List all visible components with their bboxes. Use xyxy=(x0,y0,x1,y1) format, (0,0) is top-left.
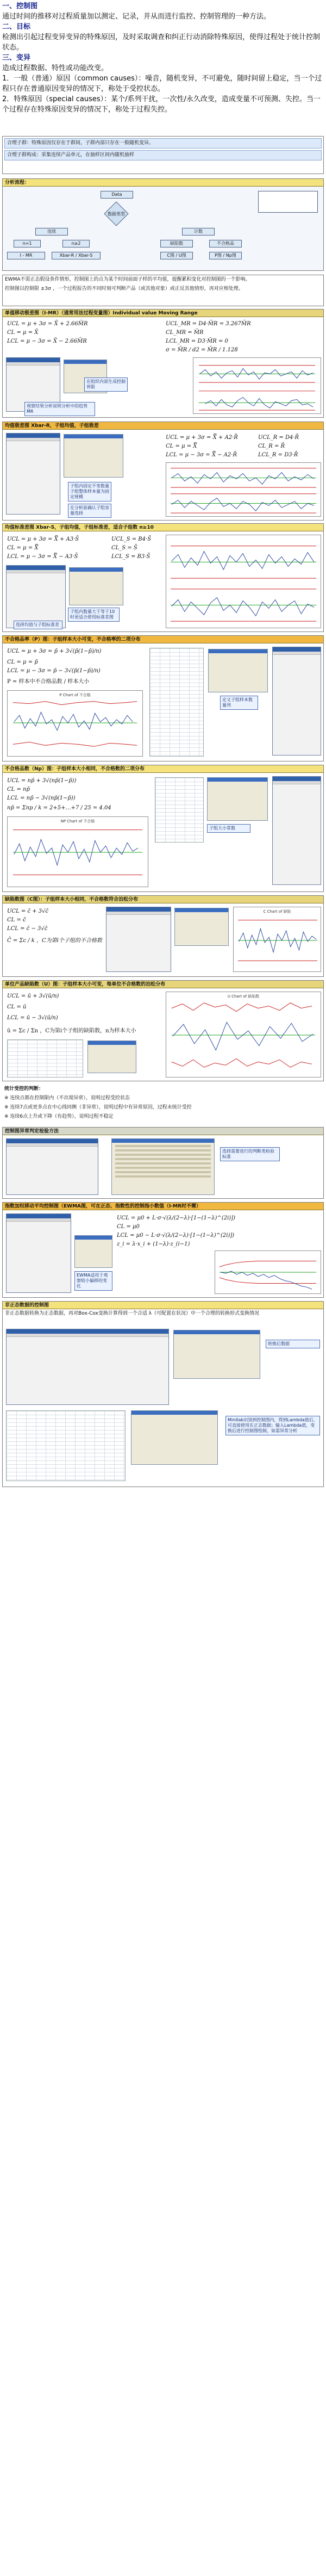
p-cl: CL = μ = p̄ xyxy=(7,659,38,665)
intro-paragraph-1: 通过时间的推移对过程质量加以测定、记录，并从而进行监控、控制管理的一种方法。 xyxy=(2,13,271,21)
xbars-lcl: LCL = μ − 3σ = X̿ − A3·S̄ xyxy=(7,554,78,560)
ewma-lcl: LCL = μ0 − L·σ·√(λ/(2−λ)·[1−(1−λ)^(2i)]) xyxy=(117,1233,235,1239)
np-lcl: LCL = np̄ − 3√(np̄(1−p̄)) xyxy=(7,795,76,801)
intro-paragraph-5: 2．特殊原因（special causes）：某个/系列干扰，一次性/永久改变，造成变量不可预测、失控。当一个过程存在特殊原因变异的情况下，称处于过程失控。 xyxy=(2,95,321,114)
boxcox-dialog xyxy=(173,1330,260,1379)
p-chart-caption: P Chart of 不合格 xyxy=(59,692,91,697)
c-dialog xyxy=(174,908,229,946)
u-mean: ū = Σc / Σn ，C为第i个子组的缺陷数，n为样本大小 xyxy=(7,1028,136,1034)
flow-pnp: P图 / Np图 xyxy=(209,252,242,259)
c-lcl: LCL = c̄ − 3√c̄ xyxy=(7,926,48,932)
ewma-title: 指数加权移动平均控制图（EWMA图，可在正态、指数性的控制指小数值（I-MR时不需） xyxy=(3,1203,323,1210)
u-chart-caption: U Chart of 缺陷数 xyxy=(227,994,260,999)
xbar-r-panel xyxy=(2,422,324,521)
p-dialog xyxy=(208,649,268,692)
np-chart-panel xyxy=(2,765,324,892)
r-ucl: UCL_R = D4·R̄ xyxy=(258,435,299,441)
non-normal-note: 非正态数据转换为正态数据，再对Box-Cox变换计算得到一个合适 λ（可配置在状况）中一个合理的转换形式变换情况 xyxy=(5,1311,260,1316)
s-ucl: UCL_S = B4·S̄ xyxy=(111,536,152,542)
xbar-s-callout-2: 选择均值与子组标准差 xyxy=(14,621,62,629)
p-ucl: UCL = μ + 3σ = p̄ + 3√(p̄(1−p̄)/n) xyxy=(7,648,102,654)
flow-n2: n≥2 xyxy=(62,240,90,247)
ewma-note-2: 控制图以控制限 ±3σ ，一个过程报告的不同时刻可判断产品（或其他对象）或正反其他情形，再对应相处理。 xyxy=(5,286,243,292)
u-chart-panel xyxy=(2,980,324,1081)
tests-panel xyxy=(2,1127,324,1199)
flow-xbar: Xbar-R / Xbar-S xyxy=(52,252,101,259)
np-ucl: UCL = np̄ + 3√(np̄(1−p̄)) xyxy=(7,778,77,784)
intro-paragraph-2: 检测出引起过程变异变异的特殊原因，及时采取调查和纠正行动消除特殊原因，使得过程处于统计控制状态。 xyxy=(2,33,321,52)
r-lcl: LCL_R = D3·R̄ xyxy=(258,452,298,458)
p-define: P = 样本中不合格品数 / 样本大小 xyxy=(7,679,90,685)
imr-panel xyxy=(2,309,324,418)
judgement-item-3: ※ 连续6点上升或下降（有趋势），说明过程不稳定 xyxy=(4,1114,114,1119)
c-mean: C̄ = Σc / k ，C为第i个子组的不合格数 xyxy=(7,938,102,944)
flow-attribute: 计数 xyxy=(182,228,215,236)
c-chart-panel xyxy=(2,895,324,977)
p-chart-title: 不合格品率（P）图：子组样本大小可变，不合格率的二项分布 xyxy=(3,636,323,643)
np-dialog xyxy=(207,777,268,821)
p-data-sheet xyxy=(149,648,204,757)
heading-variation: 三、变异 xyxy=(2,54,31,62)
tests-title: 控制图异常判定检验方法 xyxy=(3,1128,323,1135)
xbar-s-panel xyxy=(2,523,324,632)
s-lcl: LCL_S = B3·S̄ xyxy=(111,554,151,560)
xbar-lcl: LCL = μ − 3σ = X̿ − A2·R̄ xyxy=(166,452,237,458)
imr-cl-mr: CL_MR = M̄R xyxy=(166,330,204,336)
xbar-ucl: UCL = μ + 3σ = X̿ + A2·R̄ xyxy=(166,435,238,441)
ewma-cl: CL = μ0 xyxy=(117,1224,140,1230)
p-callout: 定义子组样本数量列 xyxy=(220,696,258,710)
xbar-r-callout-1: 子组内固定不变数量子组整体样本量为固定规模 xyxy=(68,482,111,501)
minitab-window-c xyxy=(106,907,171,972)
subgroup-notes xyxy=(2,136,324,174)
ewma-note xyxy=(2,275,324,306)
ewma-chart xyxy=(215,1250,321,1294)
note-subgroup: 合理子群：特殊原因仅存在于群间，子群内部只存在一般随机变异。 xyxy=(4,138,322,148)
c-ucl: UCL = c̄ + 3√c̄ xyxy=(7,908,49,914)
xbar-s-dialog xyxy=(69,567,123,605)
flow-data: Data xyxy=(101,191,133,199)
u-lcl: LCL = ū − 3√(ū/n) xyxy=(7,1015,58,1021)
flow-cu: C图 / U图 xyxy=(160,252,193,259)
np-data-sheet xyxy=(155,777,204,843)
minitab-window-p xyxy=(272,647,321,756)
imr-title: 单值移动极差图（I-MR）（通常用法过程变量图）Individual value Moving Range xyxy=(3,309,323,317)
minitab-window-tests xyxy=(6,1138,98,1195)
np-chart-title: 不合格品数（Np）图：子组样本大小相同，不合格数的二项分布 xyxy=(3,765,323,773)
stat-control-judgement xyxy=(2,1085,324,1124)
minitab-window-ewma xyxy=(6,1213,71,1293)
u-chart xyxy=(166,992,321,1078)
transform-dialog xyxy=(131,1410,218,1465)
boxcox-data-sheet xyxy=(6,1410,126,1481)
imr-sigma: σ = M̄R / d2 = M̄R / 1.128 xyxy=(166,347,238,353)
imr-lcl: LCL = μ − 3σ = X̄ − 2.66M̄R xyxy=(7,338,87,344)
ewma-note-1: EWMA不需正态假设条件情形，控制图上的点为某个时间前面子样的平均值，提醒累积变化对控制图的一个影响。 xyxy=(5,277,250,282)
u-data-sheet xyxy=(7,1039,83,1078)
boxcox-callout-2: Minitab识别到控制图内，得到Lambda值后，可直接使用在正态数据；输入Lambda值，变换后进行控制图绘制，如需异常分析 xyxy=(225,1416,320,1435)
ewma-panel xyxy=(2,1202,324,1298)
p-lcl: LCL = μ − 3σ = p̄ − 3√(p̄(1−p̄)/n) xyxy=(7,668,101,674)
imr-lcl-mr: LCL_MR = D3·M̄R = 0 xyxy=(166,338,228,344)
imr-cl: CL = μ = X̄ xyxy=(7,330,39,336)
ewma-z: z_i = λ·x_i + (1−λ)·z_(i−1) xyxy=(117,1241,190,1247)
u-ucl: UCL = ū + 3√(ū/n) xyxy=(7,993,59,999)
tests-dialog xyxy=(111,1138,215,1195)
c-cl: CL = c̄ xyxy=(7,917,26,923)
note-subgroup-build: 合理子群构成：采集连续产品单元，在抽样区间内随机抽样 xyxy=(4,150,322,160)
p-chart xyxy=(7,690,143,757)
xbar-r-chart xyxy=(166,462,321,517)
heading-target: 二、目标 xyxy=(2,23,31,31)
minitab-window-np xyxy=(272,776,321,885)
minitab-window-xbar-r xyxy=(6,433,60,515)
flow-defects: 缺陷数 xyxy=(160,240,193,247)
r-cl: CL_R = R̄ xyxy=(258,443,285,449)
tests-callout: 选择需要进行的判断类检验标准 xyxy=(220,1147,280,1161)
non-normal-title: 非正态数据的控制图 xyxy=(3,1302,323,1309)
u-chart-title: 单位产品缺陷数（U）图：子组样本大小可变，每单位不合格数的泊松分布 xyxy=(3,981,323,988)
imr-chart xyxy=(193,357,321,414)
np-chart-caption: NP Chart of 不合格 xyxy=(60,819,95,823)
imr-callout-2: 观察结果分析说明分析中的趋势 M̄R xyxy=(24,402,95,416)
xbar-cl: CL = μ = X̿ xyxy=(166,443,197,449)
flow-defectives: 不合格品 xyxy=(209,240,242,247)
ewma-dialog xyxy=(74,1235,112,1268)
flow-n1: n=1 xyxy=(14,240,41,247)
flow-legend xyxy=(258,191,318,213)
p-chart-panel xyxy=(2,635,324,761)
flow-data-type: 数据类型 xyxy=(108,212,125,216)
imr-ucl: UCL = μ + 3σ = X̄ + 2.66M̄R xyxy=(7,321,88,327)
xbar-r-dialog xyxy=(64,434,123,478)
xbar-r-callout-2: 在分析前确认子组容量选择 xyxy=(68,504,111,518)
xbars-ucl: UCL = μ + 3σ = X̿ + A3·S̄ xyxy=(7,536,79,542)
np-mean: np̄ = Σnp / k = 2+5+…+7 / 25 = 4.04 xyxy=(7,805,111,811)
intro-paragraph-3: 造成过程数据、特性或功能改变。 xyxy=(2,64,109,72)
flow-continuous: 连续 xyxy=(35,228,68,236)
u-cl: CL = ū xyxy=(7,1004,27,1010)
c-chart-caption: C Chart of 缺陷 xyxy=(263,909,291,914)
minitab-window-boxcox xyxy=(6,1329,169,1405)
xbar-s-callout-1: 子组内数量大于等于10时更适合使用标准差图 xyxy=(68,608,120,622)
c-chart xyxy=(233,907,321,972)
xbar-s-chart xyxy=(166,535,321,628)
u-dialog xyxy=(87,1041,136,1073)
judgement-item-2: ※ 连续7点或更多点在中心线同侧（非异常），说明过程中有异常原因，过程未统计受控 xyxy=(4,1105,192,1110)
xbar-r-title: 均值极差图 Xbar-R，子组均值，子组极差 xyxy=(3,422,323,430)
intro-block xyxy=(2,1,324,115)
imr-ucl-mr: UCL_MR = D4·M̄R = 3.267M̄R xyxy=(166,321,251,327)
ewma-callout: EWMA适用于观察较小偏移的变化 xyxy=(74,1271,112,1291)
xbars-cl: CL = μ = X̿ xyxy=(7,545,39,551)
c-chart-title: 缺陷数图（C图）：子组样本大小相同，不合格数符合泊松分布 xyxy=(3,896,323,903)
intro-paragraph-4: 1．一般（普通）原因（common causes）：噪音，随机变异，不可避免，随时间留上稳定，当一个过程只存在普通原因变异的情况下，称处于受控状态。 xyxy=(2,75,322,93)
flow-imr: I - MR xyxy=(7,252,45,259)
analysis-flow-title: 分析流程： xyxy=(3,179,323,187)
non-normal-panel xyxy=(2,1301,324,1487)
np-cl: CL = np̄ xyxy=(7,787,30,792)
s-cl: CL_S = S̄ xyxy=(111,545,137,551)
analysis-flow-panel xyxy=(2,178,324,271)
minitab-window-xbar-s xyxy=(6,565,66,628)
ewma-ucl: UCL = μ0 + L·σ·√(λ/(2−λ)·[1−(1−λ)^(2i)]) xyxy=(117,1215,235,1221)
heading-control-chart: 一、控制图 xyxy=(2,2,38,10)
imr-callout-1: 在组织内部生成控制界限 xyxy=(84,377,128,392)
xbar-s-title: 均值标准差图 Xbar-S，子组均值，子组标准差，适合子组数 n≥10 xyxy=(3,524,323,531)
boxcox-callout-1: 转换后数据 xyxy=(266,1340,320,1348)
np-chart xyxy=(7,816,148,887)
np-callout: 子组大小常数 xyxy=(207,824,250,833)
judgement-title: 统计受控的判断： xyxy=(4,1086,44,1092)
judgement-item-1: ※ 连续点都在控制限内（不出现异常），说明过程受控状态 xyxy=(4,1095,130,1101)
